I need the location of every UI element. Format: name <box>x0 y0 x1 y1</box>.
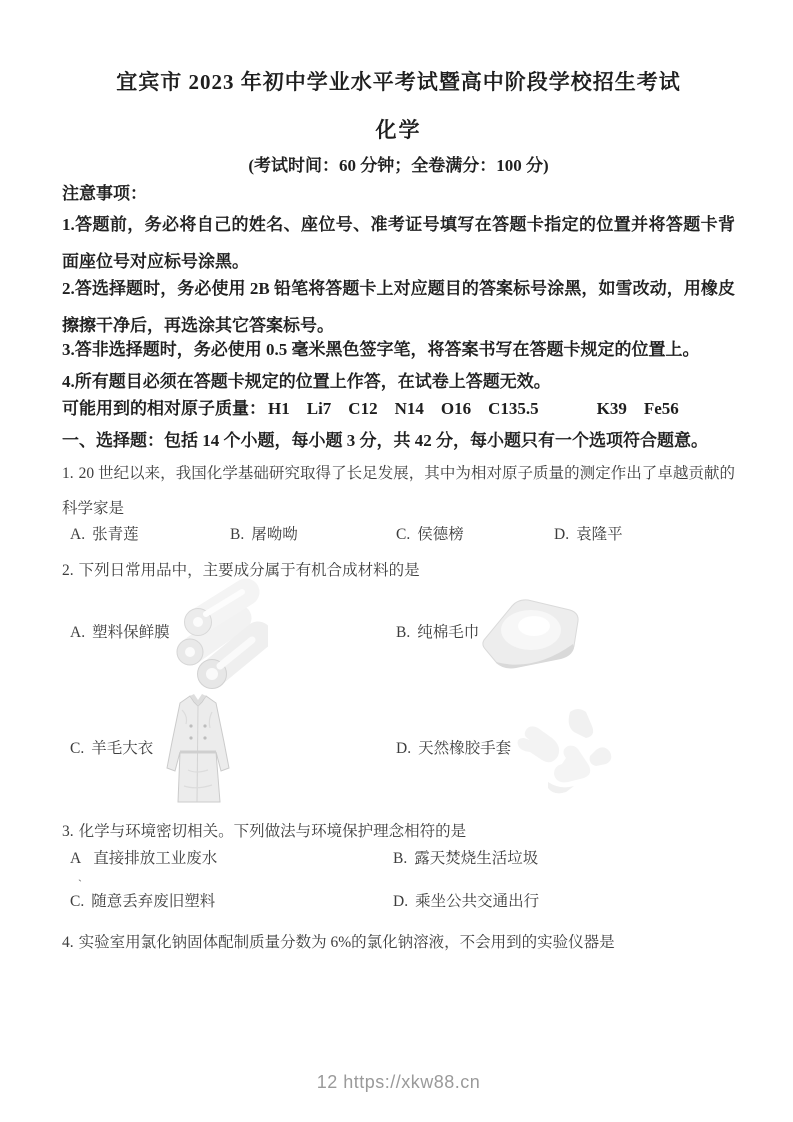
atomic-mass-Li: Li7 <box>306 399 332 418</box>
question-2-options-row-2 <box>62 690 735 810</box>
question-1-text <box>62 456 735 526</box>
atomic-mass-Fe: Fe56 <box>643 399 679 418</box>
q3-option-c <box>70 889 215 911</box>
q1-option-b-label: B. <box>230 526 245 543</box>
subject-title: 化学 <box>375 118 422 142</box>
q2-option-c <box>70 736 153 758</box>
q1-option-b <box>230 522 298 544</box>
question-3-options-row-2 <box>62 889 735 913</box>
question-4-text <box>62 925 735 960</box>
q2-option-d <box>396 736 511 758</box>
q1-option-c <box>396 522 464 544</box>
notice-item-1: 1.答题前，务必将自己的姓名、座位号、准考证号填写在答题卡指定的位置并将答题卡背面座位号对应标号涂黑。 <box>62 215 735 271</box>
q1-option-c-text: 侯德榜 <box>417 526 464 543</box>
notice-heading: 注意事项： <box>62 184 147 203</box>
q3-option-b-label: B. <box>393 850 408 867</box>
question-3-text <box>62 814 735 849</box>
q1-option-a <box>70 522 139 544</box>
question-1-options <box>62 522 735 546</box>
q2-option-b-label: B. <box>396 624 411 641</box>
atomic-masses-label: 可能用到的相对原子质量： <box>62 399 266 418</box>
q2-option-a-text: 塑料保鲜膜 <box>92 624 170 641</box>
q3-option-c-label: C. <box>70 893 85 910</box>
q3-option-a-label: A <box>70 850 82 867</box>
notice-item-3: 3.答非选择题时，务必使用 0.5 毫米黑色签字笔，将答案书写在答题卡规定的位置上。 <box>62 340 700 359</box>
q2-option-c-text: 羊毛大衣 <box>91 740 154 757</box>
question-3-number: 3. <box>62 823 74 840</box>
q1-option-c-label: C. <box>396 526 411 543</box>
exam-time-score-info: (考试时间：60 分钟；全卷满分：100 分) <box>248 156 549 175</box>
q2-option-b <box>396 620 479 642</box>
atomic-mass-K: K39 <box>596 399 627 418</box>
atomic-mass-C: C12 <box>348 399 378 418</box>
stray-scan-mark: ˎ <box>78 868 82 882</box>
q3-option-c-text: 随意丢弃废旧塑料 <box>91 893 216 910</box>
q1-option-b-text: 屠呦呦 <box>251 526 298 543</box>
q3-option-b-text: 露天焚烧生活垃圾 <box>414 850 539 867</box>
atomic-masses-line <box>62 394 679 419</box>
q2-option-a <box>70 620 170 642</box>
question-2-body: 下列日常用品中，主要成分属于有机合成材料的是 <box>78 562 420 579</box>
atomic-mass-O: O16 <box>440 399 472 418</box>
rubber-gloves-image <box>508 698 634 802</box>
atomic-mass-H: H1 <box>268 399 290 418</box>
q3-option-d <box>393 889 539 911</box>
q1-option-a-text: 张青莲 <box>92 526 139 543</box>
q2-option-d-text: 天然橡胶手套 <box>418 740 512 757</box>
question-1-number: 1. <box>62 465 74 482</box>
q3-option-b <box>393 846 538 868</box>
q3-option-a-text: 直接排放工业废水 <box>93 850 218 867</box>
plastic-wrap-image <box>166 578 268 693</box>
q3-option-a <box>70 846 217 868</box>
section-1-heading: 一、选择题：包括 14 个小题，每小题 3 分，共 42 分，每小题只有一个选项符合题意。 <box>62 431 708 450</box>
atomic-mass-N: N14 <box>394 399 424 418</box>
question-1-body: 20 世纪以来，我国化学基础研究取得了长足发展，其中为相对原子质量的测定作出了卓越贡献的科学家是 <box>62 465 735 517</box>
question-4-number: 4. <box>62 934 74 951</box>
q1-option-d-text: 袁隆平 <box>576 526 623 543</box>
q2-option-d-label: D. <box>396 740 412 757</box>
q2-option-c-label: C. <box>70 740 85 757</box>
paper-title: 宜宾市 2023 年初中学业水平考试暨高中阶段学校招生考试 <box>116 70 681 94</box>
cotton-towel-image <box>476 586 588 682</box>
question-3-body: 化学与环境密切相关。下列做法与环境保护理念相符的是 <box>78 823 467 840</box>
page-footer-watermark: 12 https://xkw88.cn <box>316 1072 481 1092</box>
q1-option-d <box>554 522 623 544</box>
atomic-mass-Cl: C135.5 <box>488 399 539 418</box>
q1-option-a-label: A. <box>70 526 86 543</box>
notice-item-2: 2.答选择题时，务必使用 2B 铅笔将答题卡上对应题目的答案标号涂黑，如雪改动，用橡皮擦擦干净后，再选涂其它答案标号。 <box>62 279 735 335</box>
question-3-options-row-1 <box>62 846 735 882</box>
notice-item-4: 4.所有题目必须在答题卡规定的位置上作答，在试卷上答题无效。 <box>62 372 551 391</box>
question-2-options-row-1 <box>62 578 735 696</box>
q2-option-b-text: 纯棉毛巾 <box>417 624 480 641</box>
question-4-body: 实验室用氯化钠固体配制质量分数为 6%的氯化钠溶液，不会用到的实验仪器是 <box>78 934 615 951</box>
q3-option-d-label: D. <box>393 893 409 910</box>
q3-option-d-text: 乘坐公共交通出行 <box>415 893 540 910</box>
q2-option-a-label: A. <box>70 624 86 641</box>
q1-option-d-label: D. <box>554 526 570 543</box>
question-2-number: 2. <box>62 562 74 579</box>
wool-coat-image <box>152 690 244 808</box>
